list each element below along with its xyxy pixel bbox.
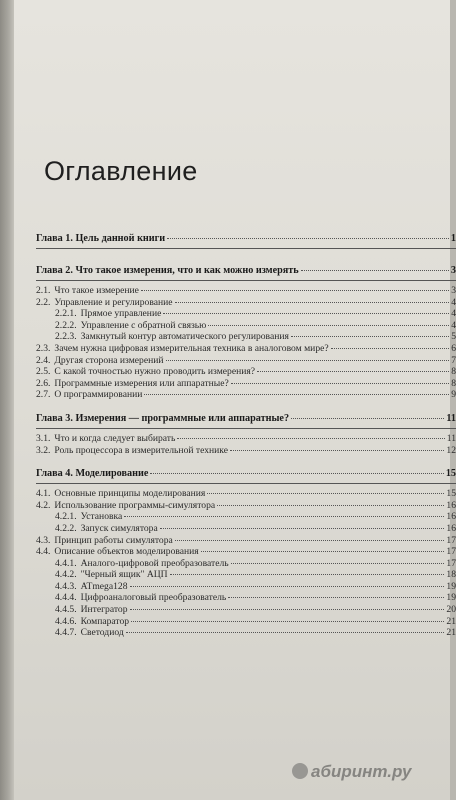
- dot-leader: [124, 516, 444, 517]
- toc-entry-row: [36, 558, 456, 570]
- toc-page-number: 3: [451, 285, 456, 296]
- dot-leader: [177, 438, 444, 439]
- toc-entry-number: 2.7.: [36, 389, 51, 401]
- toc-entry-row: [36, 523, 456, 535]
- toc-entry-number: 4.3.: [36, 534, 51, 546]
- toc-entry-label: Управление и регулирование: [54, 296, 173, 308]
- toc-page-number: 17: [446, 534, 456, 546]
- toc-page-number: 17: [446, 546, 456, 558]
- toc-page-number: 20: [446, 604, 456, 616]
- toc-page-number: 21: [446, 615, 456, 627]
- toc-entry-label: Компаратор: [80, 615, 130, 627]
- dot-leader: [208, 325, 449, 326]
- toc-entry-number: 4.4.1.: [55, 557, 77, 569]
- chapter-gap: [36, 401, 456, 412]
- chapter-rule: [36, 483, 456, 484]
- toc-page-number: 19: [446, 592, 456, 604]
- toc-entry-label: Принцип работы симулятора: [54, 534, 173, 546]
- toc-entry-label: Глава 3. Измерения — программные или аппаратные?: [36, 412, 290, 424]
- toc-entry-number: 4.2.1.: [55, 511, 77, 523]
- dot-leader: [130, 609, 445, 610]
- toc-entry-number: 2.4.: [36, 354, 51, 366]
- dot-leader: [144, 394, 449, 395]
- adjacent-page-edge: [0, 0, 14, 800]
- dot-leader: [163, 313, 449, 314]
- toc-entry-row: [36, 285, 456, 297]
- chapter-gap: [36, 253, 456, 264]
- dot-leader: [150, 473, 443, 474]
- chapter-rule: [36, 248, 456, 249]
- dot-leader: [126, 632, 445, 633]
- toc-entry-number: 2.6.: [36, 377, 51, 389]
- toc-page-number: 11: [446, 432, 456, 444]
- toc-entry-row: [36, 627, 456, 639]
- toc-entry-row: [36, 366, 456, 378]
- toc-chapter-row: [36, 412, 456, 425]
- toc-page-number: 9: [451, 389, 456, 401]
- toc-page-number: 8: [451, 377, 456, 389]
- toc-page-number: 8: [451, 366, 456, 378]
- toc-entry-row: [36, 569, 456, 581]
- toc-entry-number: 3.1.: [36, 432, 51, 444]
- dot-leader: [201, 551, 445, 552]
- toc-entry-label: Запуск симулятора: [80, 522, 158, 534]
- toc-entry-number: 4.4.5.: [55, 604, 77, 616]
- toc-entry-label: Прямое управление: [80, 308, 162, 320]
- dot-leader: [228, 597, 444, 598]
- dot-leader: [231, 383, 449, 384]
- toc-entry-label: Аналого-цифровой преобразователь: [80, 557, 229, 569]
- toc-entry-number: 4.4.7.: [55, 627, 77, 639]
- toc-page-number: 16: [446, 522, 456, 534]
- dot-leader: [130, 586, 445, 587]
- dot-leader: [217, 505, 444, 506]
- toc-page-number: 4: [451, 308, 456, 320]
- dot-leader: [257, 371, 449, 372]
- toc-entry-label: Интегратор: [80, 604, 128, 616]
- dot-leader: [170, 574, 445, 575]
- toc-entry-label: Цифроаналоговый преобразователь: [80, 592, 227, 604]
- toc-entry-label: Установка: [80, 511, 123, 523]
- toc-entry-row: [36, 604, 456, 616]
- toc-page-number: 12: [446, 444, 456, 456]
- toc-entry-row: [36, 355, 456, 367]
- toc-entry-label: Что и когда следует выбирать: [54, 432, 176, 444]
- dot-leader: [160, 528, 445, 529]
- toc-entry-row: [36, 343, 456, 355]
- toc-entry-row: [36, 308, 456, 320]
- dot-leader: [291, 336, 449, 337]
- chapter-rule: [36, 428, 456, 429]
- toc-entry-number: 2.2.: [36, 296, 51, 308]
- dot-leader: [175, 302, 450, 303]
- toc-chapter-row: [36, 264, 456, 277]
- toc-page-number: 4: [451, 319, 456, 331]
- toc-page-number: 21: [446, 627, 456, 639]
- toc-entry-label: Описание объектов моделирования: [54, 546, 199, 558]
- toc-page-number: 15: [446, 488, 456, 500]
- dot-leader: [141, 290, 449, 291]
- toc-entry-number: 4.1.: [36, 488, 51, 500]
- toc-entry-row: [36, 445, 456, 457]
- toc-page-number: 4: [451, 296, 456, 308]
- toc-entry-label: О программировании: [54, 389, 143, 401]
- chapter-rule: [36, 280, 456, 281]
- chapter-gap: [36, 456, 456, 467]
- toc-page-number: 11: [446, 412, 456, 424]
- table-of-contents: [36, 232, 456, 639]
- dot-leader: [131, 621, 444, 622]
- toc-chapter-row: [36, 232, 456, 245]
- toc-page-number: 16: [446, 499, 456, 511]
- toc-entry-label: Глава 1. Цель данной книги: [36, 233, 166, 244]
- toc-entry-number: 4.4.2.: [55, 569, 77, 581]
- dot-leader: [331, 348, 450, 349]
- toc-entry-number: 4.4.4.: [55, 592, 77, 604]
- toc-entry-number: 4.2.2.: [55, 522, 77, 534]
- toc-page-number: 15: [445, 468, 456, 480]
- toc-entry-number: 4.4.: [36, 546, 51, 558]
- toc-entry-row: [36, 433, 456, 445]
- toc-entry-row: [36, 500, 456, 512]
- page-title: Оглавление: [44, 156, 198, 186]
- toc-page-number: 19: [446, 580, 456, 592]
- dot-leader: [167, 238, 449, 239]
- dot-leader: [207, 493, 444, 494]
- toc-page-number: 7: [451, 354, 456, 366]
- toc-entry-row: [36, 297, 456, 309]
- toc-entry-label: Что такое измерение: [54, 285, 139, 296]
- toc-entry-label: Глава 4. Моделирование: [36, 468, 149, 480]
- toc-entry-label: Глава 2. Что такое измерения, что и как можно измерять: [36, 265, 299, 276]
- toc-entry-row: [36, 592, 456, 604]
- toc-entry-number: 2.5.: [36, 366, 51, 378]
- toc-page-number: 16: [446, 511, 456, 523]
- toc-entry-row: [36, 378, 456, 390]
- toc-page-number: 18: [446, 569, 456, 581]
- toc-entry-label: Другая сторона измерений: [54, 354, 164, 366]
- toc-entry-label: Зачем нужна цифровая измерительная техника в аналоговом мире?: [54, 342, 329, 354]
- toc-page-number: 6: [451, 342, 456, 354]
- toc-entry-number: 4.2.: [36, 499, 51, 511]
- toc-entry-number: 3.2.: [36, 444, 51, 456]
- watermark: [292, 762, 411, 782]
- toc-entry-number: 2.1.: [36, 285, 51, 296]
- toc-entry-row: [36, 546, 456, 558]
- dot-leader: [230, 450, 444, 451]
- toc-entry-label: Основные принципы моделирования: [54, 488, 206, 500]
- toc-entry-row: [36, 488, 456, 500]
- toc-entry-label: "Черный ящик" АЦП: [80, 569, 168, 581]
- toc-page-number: 3: [450, 265, 456, 276]
- toc-page-number: 1: [450, 233, 456, 244]
- toc-page: [14, 0, 456, 800]
- toc-entry-number: 2.3.: [36, 342, 51, 354]
- toc-entry-label: Управление с обратной связью: [80, 319, 207, 331]
- toc-entry-number: 2.2.1.: [55, 308, 77, 320]
- toc-page-number: 17: [446, 557, 456, 569]
- labirint-logo-icon: [292, 763, 308, 779]
- toc-entry-label: Использование программы-симулятора: [54, 499, 216, 511]
- dot-leader: [175, 540, 445, 541]
- toc-entry-row: [36, 616, 456, 628]
- toc-entry-label: Замкнутый контур автоматического регулирования: [80, 331, 289, 343]
- toc-page-number: 5: [451, 331, 456, 343]
- toc-entry-row: [36, 581, 456, 593]
- toc-entry-number: 2.2.2.: [55, 319, 77, 331]
- toc-entry-label: Роль процессора в измерительной технике: [54, 444, 228, 456]
- dot-leader: [301, 270, 449, 271]
- toc-entry-row: [36, 511, 456, 523]
- toc-entry-label: ATmega128: [80, 580, 128, 592]
- toc-entry-label: Программные измерения или аппаратные?: [54, 377, 229, 389]
- toc-entry-number: 4.4.3.: [55, 580, 77, 592]
- toc-entry-label: Светодиод: [80, 627, 124, 639]
- toc-chapter-row: [36, 467, 456, 480]
- toc-entry-row: [36, 389, 456, 401]
- dot-leader: [166, 360, 450, 361]
- dot-leader: [231, 563, 445, 564]
- toc-entry-label: С какой точностью нужно проводить измерения?: [54, 366, 256, 378]
- dot-leader: [291, 418, 444, 419]
- toc-entry-row: [36, 320, 456, 332]
- toc-entry-number: 2.2.3.: [55, 331, 77, 343]
- watermark-text: абиринт.ру: [311, 762, 412, 781]
- toc-entry-number: 4.4.6.: [55, 615, 77, 627]
- toc-entry-row: [36, 535, 456, 547]
- toc-entry-row: [36, 331, 456, 343]
